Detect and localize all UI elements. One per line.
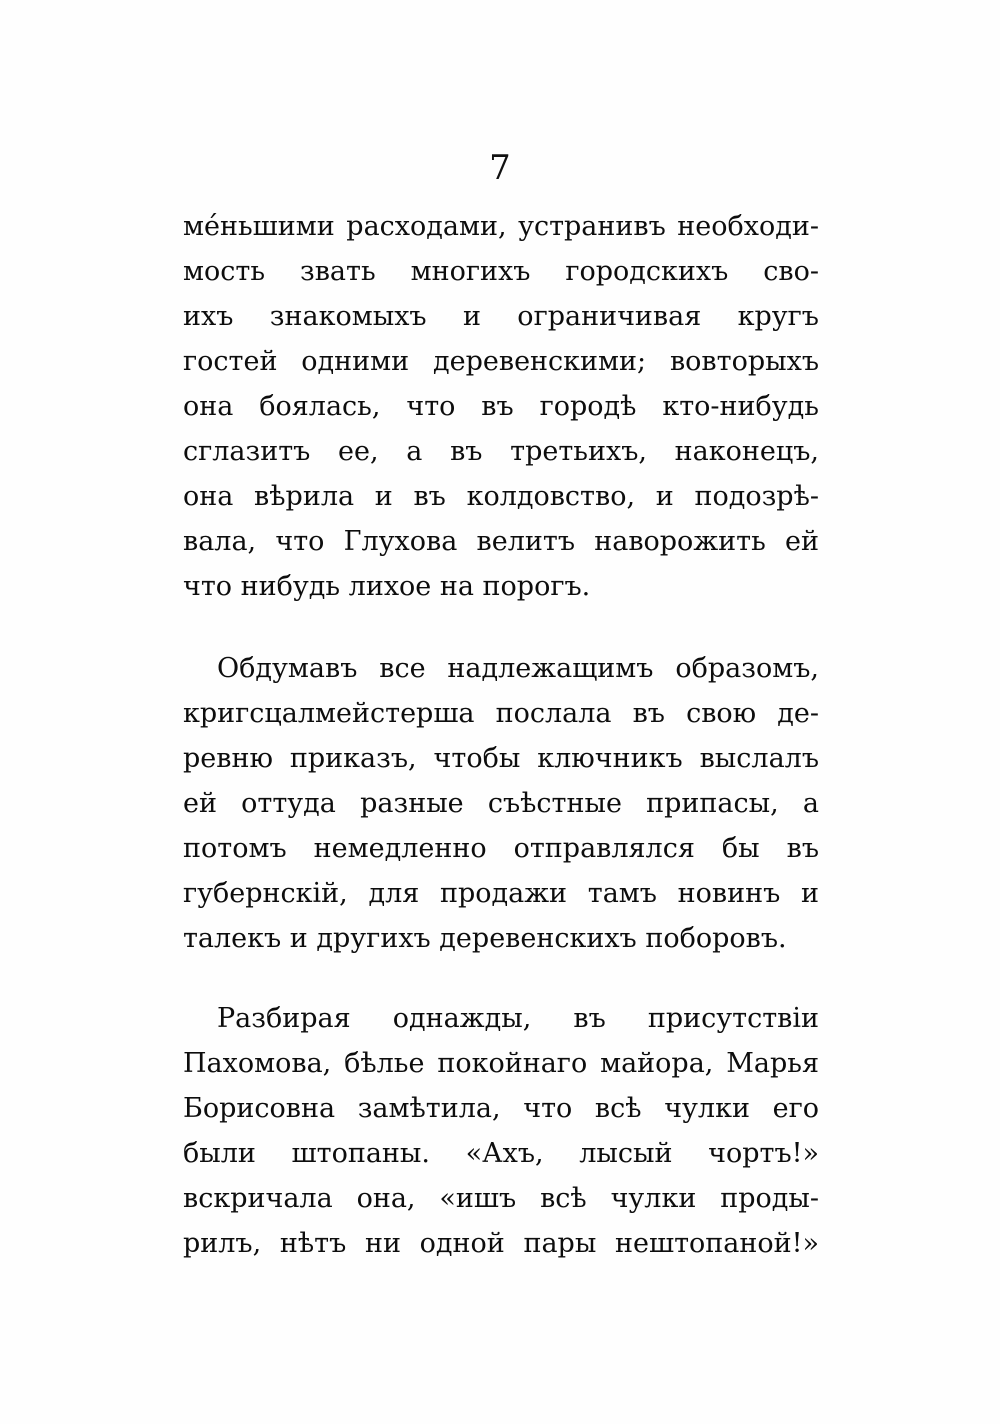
text-line: талекъ и другихъ деревенскихъ поборовъ. (183, 923, 787, 954)
text-line: Обдумавъ все надлежащимъ образомъ, (217, 653, 819, 684)
paragraph-2 (183, 646, 819, 961)
text-line: мость звать многихъ городскихъ сво- (183, 256, 819, 287)
text-line: были штопаны. «Ахъ, лысый чортъ!» (183, 1138, 819, 1169)
text-line: сглазитъ ее, а въ третьихъ, наконецъ, (183, 436, 819, 467)
text-line: губернскій, для продажи тамъ новинъ и (183, 878, 819, 909)
page-number: 7 (489, 148, 511, 188)
text-line: ме́ньшими расходами, устранивъ необходи- (183, 211, 819, 242)
text-line: ихъ знакомыхъ и ограничивая кругъ (183, 301, 819, 332)
text-line: Разбирая однажды, въ присутствіи (217, 1003, 819, 1034)
text-line: ревню приказъ, чтобы ключникъ выслалъ (183, 743, 819, 774)
text-line: она вѣрила и въ колдовство, и подозрѣ- (183, 481, 819, 512)
text-line: что нибудь лихое на порогъ. (183, 571, 591, 602)
text-line: гостей одними деревенскими; вовторыхъ (183, 346, 819, 377)
text-line: ей оттуда разные съѣстные припасы, а (183, 788, 819, 819)
text-line: она боялась, что въ городѣ кто-нибудь (183, 391, 819, 422)
paragraph-1 (183, 204, 819, 609)
paragraph-3 (183, 996, 819, 1266)
text-line: кригсцалмейстерша послала въ свою де- (183, 698, 819, 729)
text-line: рилъ, нѣтъ ни одной пары нештопаной!» (183, 1228, 819, 1259)
text-line: вала, что Глухова велитъ наворожить ей (183, 526, 819, 557)
text-line: потомъ немедленно отправлялся бы въ (183, 833, 819, 864)
text-line: Борисовна замѣтила, что всѣ чулки его (183, 1093, 819, 1124)
text-line: Пахомова, бѣлье покойнаго майора, Марья (183, 1048, 819, 1079)
text-line: вскричала она, «ишъ всѣ чулки проды- (183, 1183, 819, 1214)
